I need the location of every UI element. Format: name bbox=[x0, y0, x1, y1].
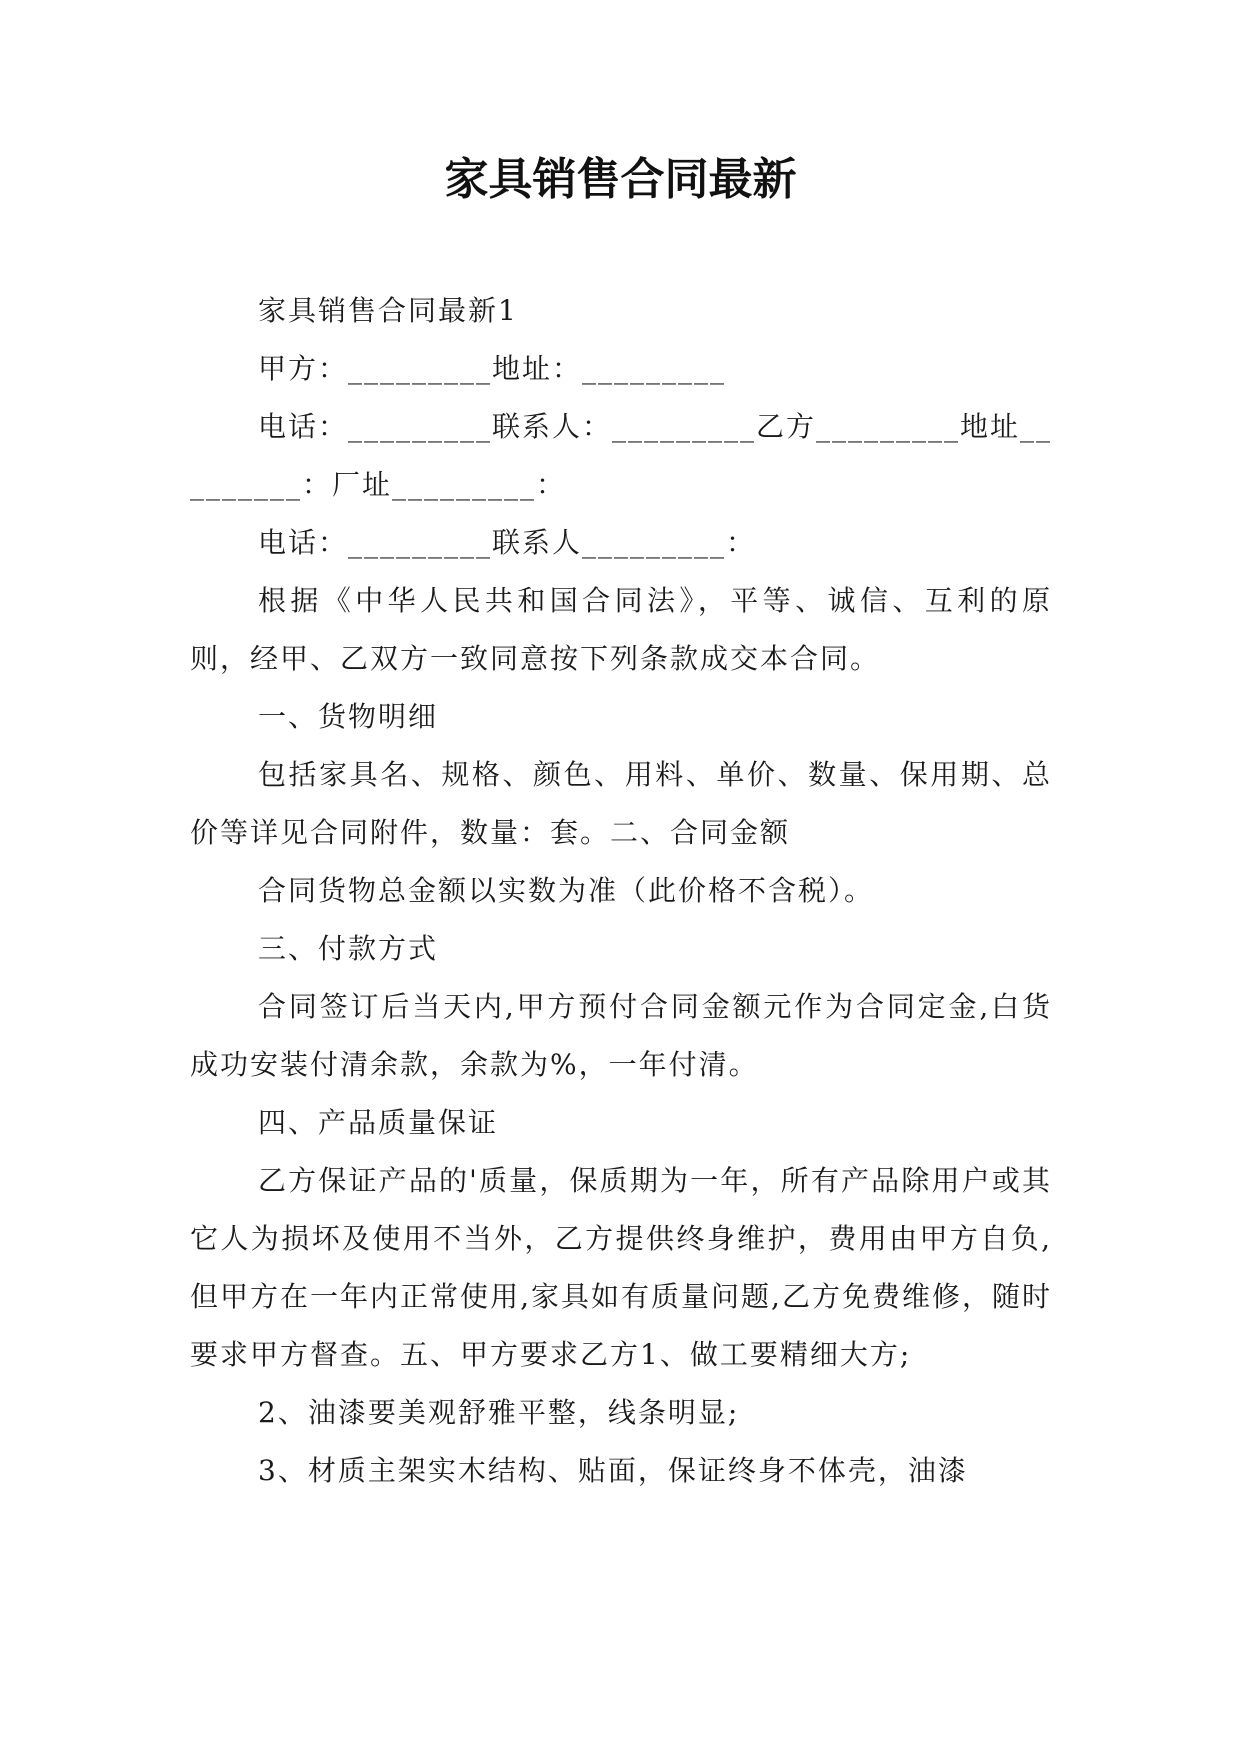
document-body bbox=[190, 282, 1052, 1500]
paragraph-party-a: 甲方：_________地址：_________ bbox=[258, 352, 727, 385]
paragraph-contract-number: 家具销售合同最新1 bbox=[258, 294, 518, 327]
paragraph-payment-method: 合同签订后当天内,甲方预付合同金额元作为合同定金,白货成功安装付清余款，余款为%，一年付清。 bbox=[190, 990, 1052, 1081]
heading-goods-details: 一、货物明细 bbox=[258, 700, 439, 733]
paragraph-requirement-3: 3、材质主架实木结构、贴面，保证终身不体壳，油漆 bbox=[258, 1454, 968, 1487]
paragraph-quality-guarantee: 乙方保证产品的'质量，保质期为一年，所有产品除用户或其它人为损坏及使用不当外，乙方提供终身维护，费用由甲方自负,但甲方在一年内正常使用,家具如有质量问题,乙方免费维修，随时要求甲方督查。五、甲方要求乙方1、做工要精细大方; bbox=[190, 1164, 1052, 1371]
paragraph-phone-contact: 电话：_________联系人_________： bbox=[258, 526, 757, 559]
heading-quality-guarantee: 四、产品质量保证 bbox=[258, 1106, 499, 1139]
heading-payment-method: 三、付款方式 bbox=[258, 932, 439, 965]
paragraph-preamble: 根据《中华人民共和国合同法》，平等、诚信、互利的原则，经甲、乙双方一致同意按下列条款成交本合同。 bbox=[190, 584, 1052, 675]
paragraph-goods-details: 包括家具名、规格、颜色、用料、单价、数量、保用期、总价等详见合同附件，数量：套。二、合同金额 bbox=[190, 758, 1052, 849]
paragraph-requirement-2: 2、油漆要美观舒雅平整，线条明显; bbox=[258, 1396, 740, 1429]
paragraph-party-b: 电话：_________联系人：_________乙方_________地址_________：厂址_________： bbox=[190, 410, 1053, 501]
paragraph-contract-amount: 合同货物总金额以实数为准（此价格不含税）。 bbox=[258, 874, 875, 907]
document-title: 家具销售合同最新 bbox=[444, 154, 797, 205]
